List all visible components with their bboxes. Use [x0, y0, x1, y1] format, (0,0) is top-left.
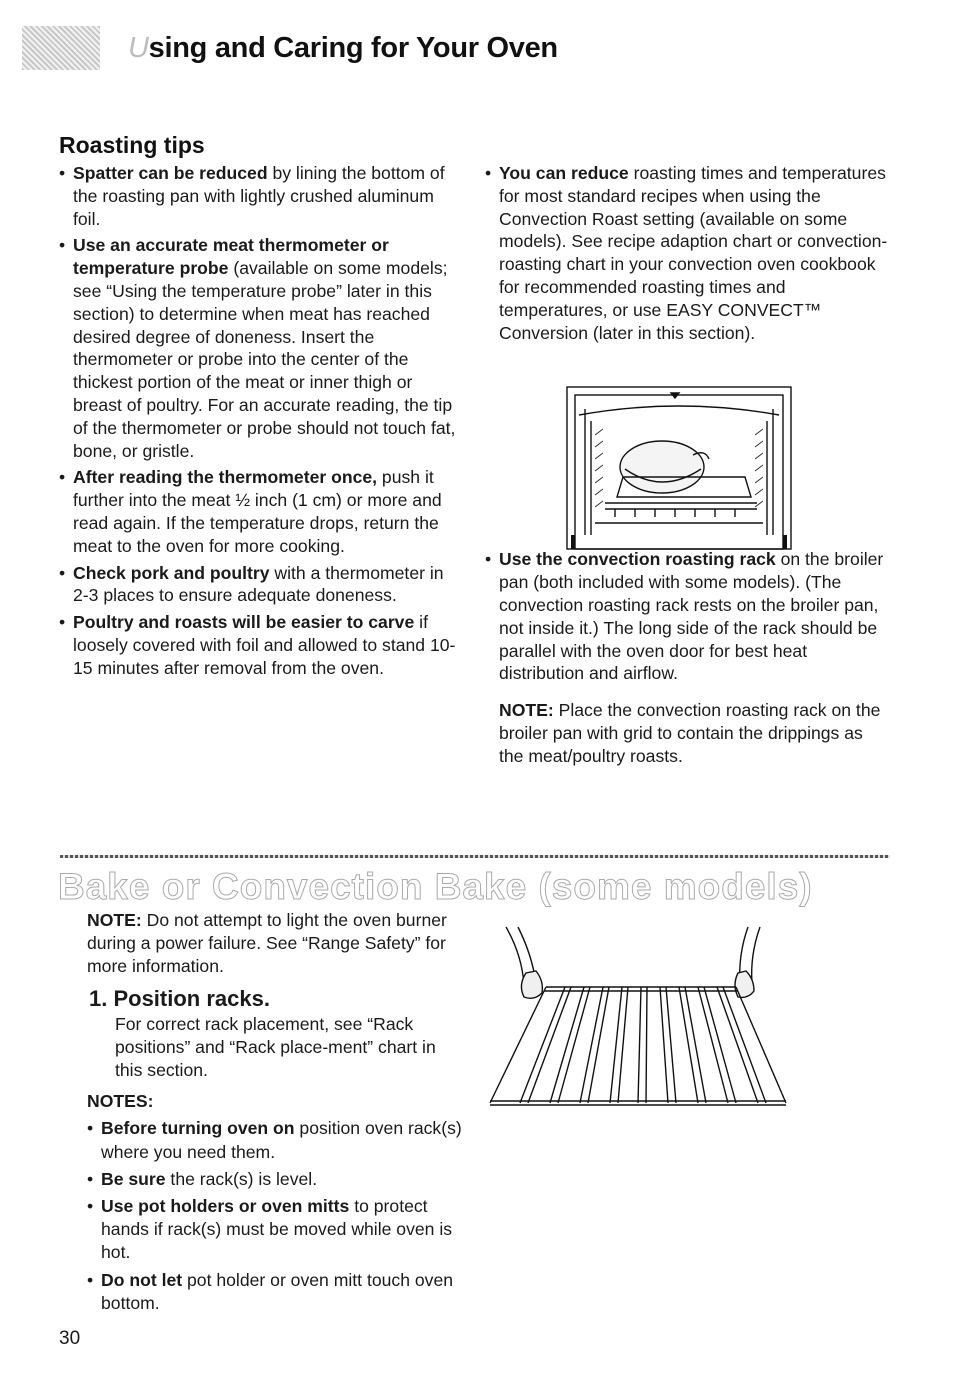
bullet-icon: • [87, 1168, 94, 1189]
bullet-icon: • [87, 1118, 94, 1139]
step-text: For correct rack placement, see “Rack positions” and “Rack place-ment” chart in this section. [115, 1013, 436, 1081]
oven-roast-illustration [565, 385, 793, 551]
list-item-bold: Poultry and roasts will be easier to carve [73, 612, 415, 633]
header-pattern [22, 26, 100, 70]
bullet-icon: • [485, 549, 492, 570]
list-item-text: to protect hands if rack(s) must be moved while oven is hot. [101, 1196, 453, 1263]
oven-rack-illustration [486, 925, 791, 1110]
list-item-text: roasting times and temperatures for most standard recipes when using the Convection Roast setting (available on some models). See recipe adaption chart or convection-roasting chart in your convection oven cookbook for recommended roasting times and temperatures, or use EASY CONVECT™ Conversion (later in this section). [499, 163, 888, 343]
list-item-bold: Be sure [101, 1168, 166, 1189]
list-item-bold: You can reduce [499, 163, 629, 183]
list-item-text: by lining the bottom of the roasting pan with lightly crushed aluminum foil. [73, 163, 445, 229]
bake-section-heading: Bake or Convection Bake (some models) [58, 866, 813, 907]
list-item-text: position oven rack(s) where you need them. [101, 1118, 462, 1162]
list-item-bold: After reading the thermometer once, [73, 467, 378, 488]
list-item-text: pot holder or oven mitt touch oven bottom. [101, 1269, 454, 1313]
roasting-tips-heading: Roasting tips [59, 132, 205, 158]
list-item-text: on the broiler pan (both included with some models). (The convection roasting rack rests on the broiler pan, not inside it.) The long side of the rack should be parallel with the oven door for best heat distribution and airflow. [499, 549, 884, 684]
roasting-left-column [59, 162, 464, 684]
list-item-bold: Do not let [101, 1269, 183, 1290]
note-text: Do not attempt to light the oven burner during a power failure. See “Range Safety” for more information. [87, 910, 447, 977]
bullet-icon: • [59, 163, 66, 183]
list-item-text: push it further into the meat ½ inch (1 cm) or more and read again. If the temperature drops, return the meat to the oven for more cooking. [73, 467, 442, 556]
list-item [87, 1269, 467, 1315]
list-item [87, 1117, 467, 1163]
bullet-icon: • [485, 163, 492, 183]
list-item [59, 466, 464, 557]
list-item-bold: Before turning oven on [101, 1118, 295, 1139]
list-item [59, 611, 464, 679]
roasting-note [485, 699, 890, 767]
list-item-text: (available on some models; see “Using the temperature probe” later in this section) to determine when meat has reached desired degree of doneness. Insert the thermometer or probe into the center of the thickest portion of the meat or inner thigh or breast of poultry. For an accurate reading, the tip of the thermometer or probe should not touch fat, bone, or gristle. [73, 258, 456, 461]
list-item-bold: Use the convection roasting rack [499, 549, 776, 570]
bullet-icon: • [87, 1196, 94, 1217]
bake-note [87, 909, 467, 979]
list-item [59, 234, 464, 462]
note-text: Place the convection roasting rack on the broiler pan with grid to contain the drippings as the meat/poultry roasts. [499, 700, 881, 766]
bullet-icon: • [59, 467, 66, 488]
bullet-icon: • [59, 562, 66, 583]
title-rest: sing and Caring for Your Oven [148, 32, 558, 64]
list-item [59, 562, 464, 608]
list-item-text: the rack(s) is level. [165, 1168, 318, 1189]
bullet-icon: • [59, 612, 66, 633]
title-initial: U [128, 32, 149, 64]
list-item [485, 548, 890, 685]
bullet-icon: • [87, 1269, 94, 1290]
note-label: NOTE: [87, 910, 142, 930]
list-item [59, 162, 464, 230]
list-item [87, 1168, 467, 1191]
list-item-bold: Spatter can be reduced [73, 163, 268, 183]
list-item-bold: Use pot holders or oven mitts [101, 1196, 350, 1217]
step-heading: 1. Position racks. [89, 985, 270, 1011]
list-item-text: if loosely covered with foil and allowed to stand 10-15 minutes after removal from the oven. [73, 612, 456, 678]
notes-label: NOTES: [87, 1091, 154, 1112]
section-divider [60, 855, 890, 858]
list-item [87, 1195, 467, 1265]
page-title [128, 32, 558, 65]
list-item-text: with a thermometer in 2-3 places to ensure adequate doneness. [73, 562, 444, 606]
list-item [485, 162, 890, 344]
bullet-icon: • [59, 235, 66, 256]
list-item-bold: Use an accurate meat thermometer or temperature probe [73, 235, 389, 279]
page-number: 30 [59, 1328, 81, 1349]
list-item-bold: Check pork and poultry [73, 562, 270, 583]
bake-column [87, 909, 467, 1315]
note-label: NOTE: [499, 700, 554, 721]
